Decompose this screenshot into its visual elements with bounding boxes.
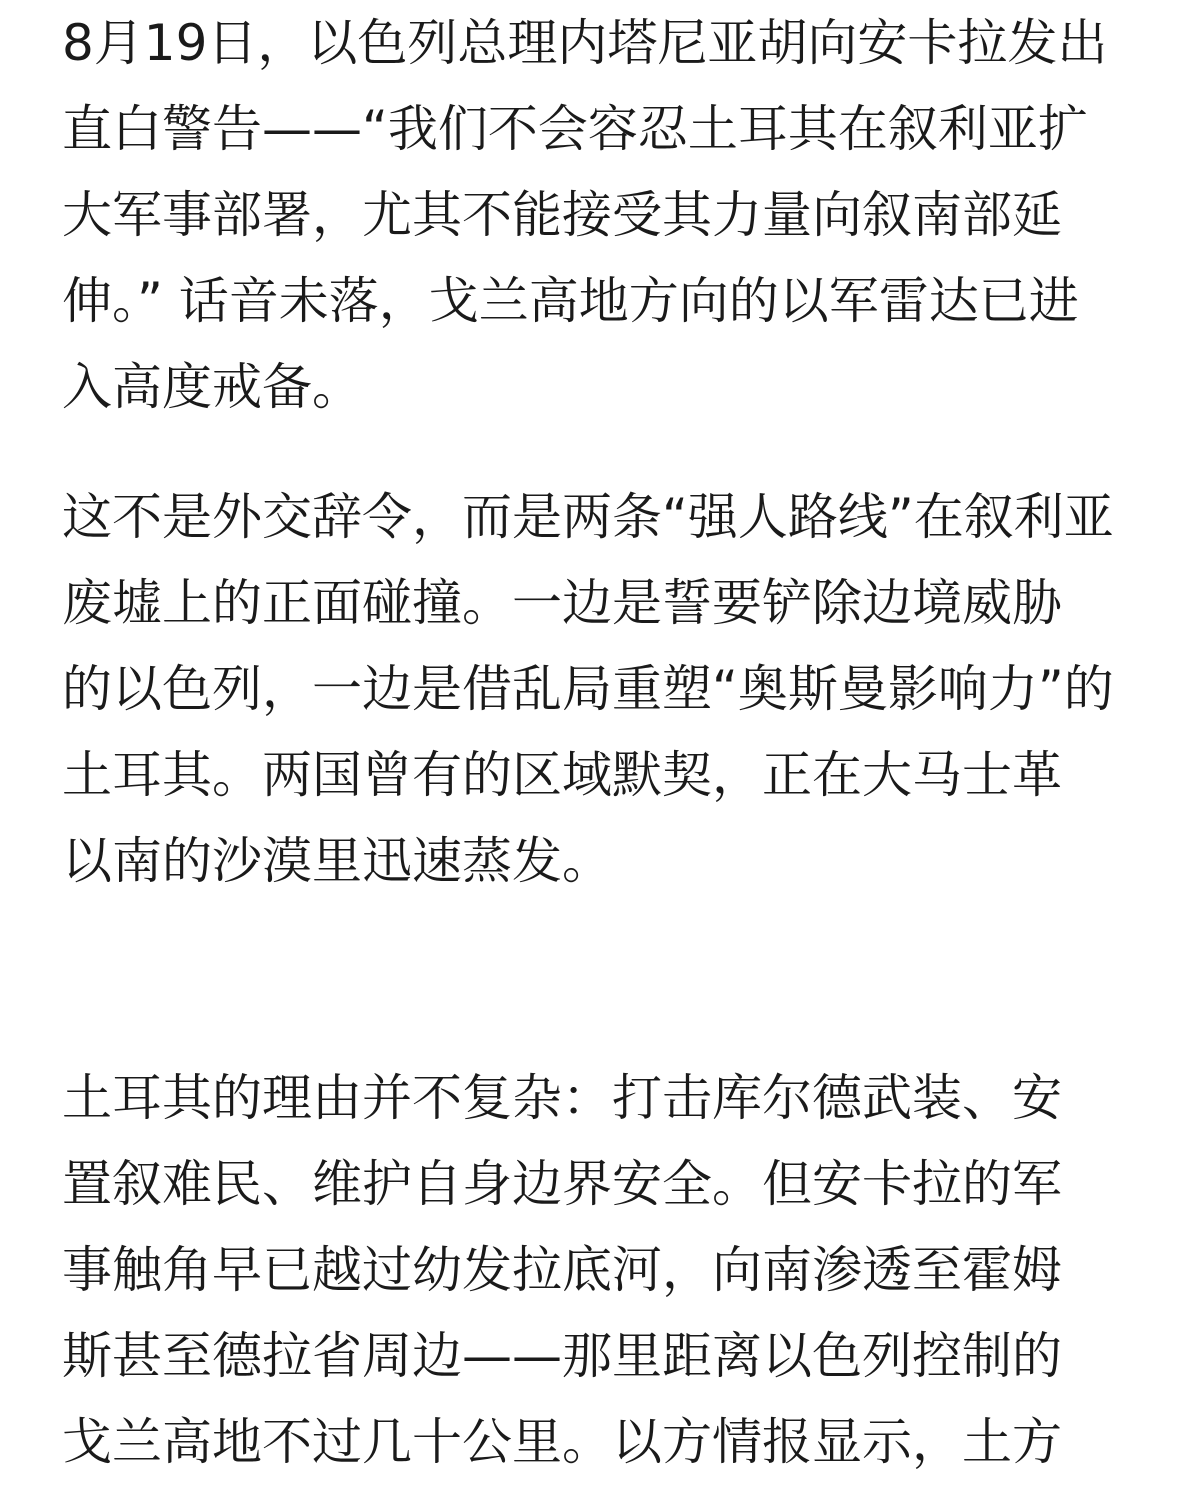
paragraph-3	[62, 1055, 1122, 1485]
paragraph-1	[62, 0, 1122, 430]
text-line: 直白警告——“我们不会容忍土耳其在叙利亚扩	[62, 100, 1088, 158]
text-line: 的以色列，一边是借乱局重塑“奥斯曼影响力”的	[62, 660, 1114, 718]
text-line: 大军事部署，尤其不能接受其力量向叙南部延	[62, 186, 1062, 244]
text-line: 入高度戒备。	[62, 358, 362, 416]
text-line: 废墟上的正面碰撞。一边是誓要铲除边境威胁	[62, 574, 1062, 632]
text-line: 置叙难民、维护自身边界安全。但安卡拉的军	[62, 1155, 1062, 1213]
text-line: 以南的沙漠里迅速蒸发。	[62, 832, 612, 890]
text-line: 土耳其。两国曾有的区域默契，正在大马士革	[62, 746, 1062, 804]
text-line: 斯甚至德拉省周边——那里距离以色列控制的	[62, 1327, 1062, 1385]
paragraph-2	[62, 474, 1122, 904]
text-line: 土耳其的理由并不复杂：打击库尔德武装、安	[62, 1069, 1062, 1127]
text-line: 事触角早已越过幼发拉底河，向南渗透至霍姆	[62, 1241, 1062, 1299]
text-line: 戈兰高地不过几十公里。以方情报显示，土方	[62, 1413, 1062, 1471]
text-line: 伸。” 话音未落，戈兰高地方向的以军雷达已进	[62, 272, 1079, 330]
text-line: 8月19日，以色列总理内塔尼亚胡向安卡拉发出	[62, 14, 1108, 72]
text-line: 这不是外交辞令，而是两条“强人路线”在叙利亚	[62, 488, 1114, 546]
